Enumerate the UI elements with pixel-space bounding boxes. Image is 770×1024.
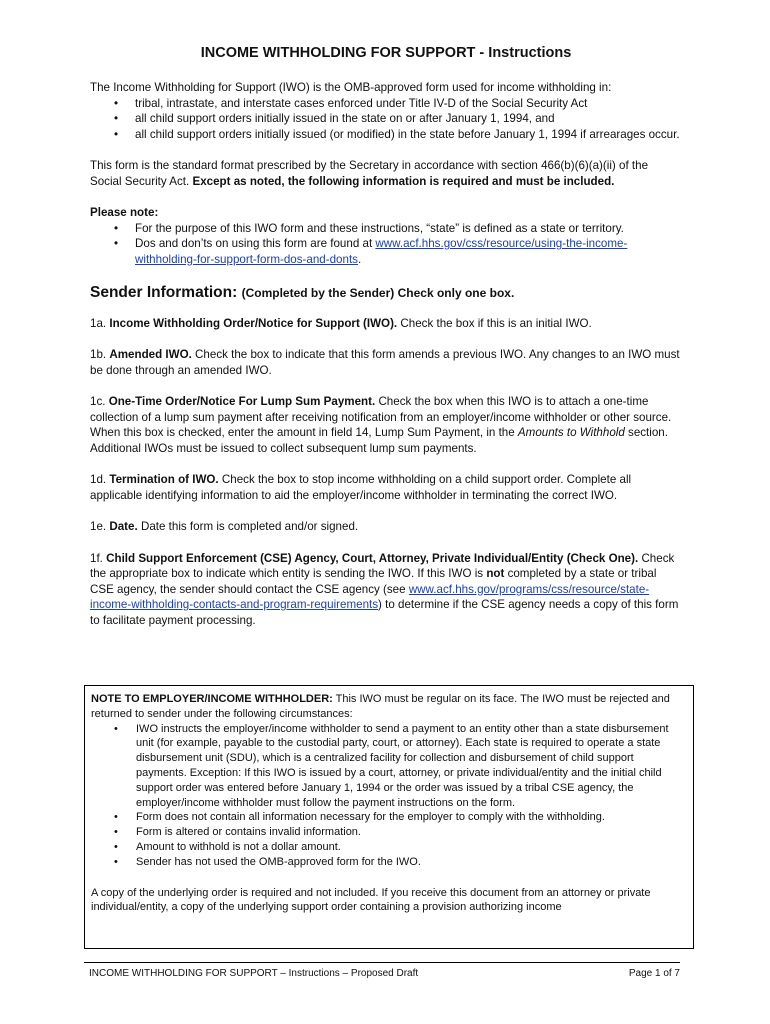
item-label: Termination of IWO. [109,473,219,486]
item-1b [90,347,682,378]
item-label: Income Withholding Order/Notice for Support (IWO). [109,316,398,330]
list-item: • Form does not contain all information necessary for the employer to comply with the withholding. [136,810,687,825]
item-bold: not [486,567,505,580]
sender-subtitle: (Completed by the Sender) Check only one box. [241,286,515,300]
item-1e [90,519,682,535]
note-lead-text: This IWO must be regular on its face. The IWO must be rejected and returned to sender under the following circumstances: [91,693,670,720]
page-title: INCOME WITHHOLDING FOR SUPPORT - Instructions [200,45,572,61]
item-1c [90,394,682,456]
item-1d [90,472,682,503]
item-text: Date this form is completed and/or signed. [140,520,359,533]
list-item: • For the purpose of this IWO form and these instructions, “state” is defined as a state or territory. [135,221,682,237]
please-note-list [90,221,682,268]
item-1f [90,551,682,629]
intro-lead: The Income Withholding for Support (IWO) is the OMB-approved form used for income withholding in: [90,81,612,94]
item-label: One-Time Order/Notice For Lump Sum Payment. [108,395,376,408]
note-bullet-list [91,722,687,870]
item-text: ) to determine if the CSE agency needs a copy of this form to facilitate payment processing. [90,598,679,627]
note-lead [91,692,687,722]
dos-donts-text: Dos and don’ts on using this form are found at [135,237,376,250]
note-heading: NOTE TO EMPLOYER/INCOME WITHHOLDER: [91,693,333,705]
intro-bullet-list [90,96,682,143]
item-text: Check the appropriate box to indicate which entity is sending the IWO. If this IWO is [90,551,675,580]
item-text: Check the box if this is an initial IWO. [400,316,592,330]
list-item: • all child support orders initially issued (or modified) in the state before January 1, 1994 if arrearages occur. [135,127,682,143]
item-text: section. Additional IWOs must be issued to collect subsequent lump sum payments. [90,426,668,455]
list-item: • Sender has not used the OMB-approved form for the IWO. [136,855,687,870]
list-item: • tribal, intrastate, and interstate cases enforced under Title IV-D of the Social Security Act [135,96,682,112]
list-item: • all child support orders initially issued in the state on or after January 1, 1994, and [135,111,682,127]
dos-donts-link[interactable]: www.acf.hhs.gov/css/resource/using-the-income-withholding-for-support-form-dos-and-donts [135,237,628,266]
standard-format-paragraph [90,158,682,189]
item-label: Date. [109,520,138,533]
item-label: Amended IWO. [109,348,192,361]
item-text: Check the box to indicate that this form amends a previous IWO. Any changes to an IWO must be done through an amended IWO. [90,348,680,377]
item-label: Child Support Enforcement (CSE) Agency, Court, Attorney, Private Individual/Entity (Check One). [106,551,639,565]
item-number: 1a. [90,316,107,330]
item-number: 1f. [90,551,103,565]
item-number: 1c. [90,395,106,408]
item-1a [90,316,682,332]
page-footer [89,966,680,982]
cse-contacts-link[interactable]: www.acf.hhs.gov/programs/css/resource/state-income-withholding-contacts-and-program-requirements [90,582,650,611]
copy-underlying-order-text: A copy of the underlying order is required and not included. If you receive this document from an attorney or private individual/entity, a copy of the underlying support order containing a provision authorizing income [91,886,651,914]
document-page [90,44,682,628]
note-to-employer-box [84,685,694,949]
item-text: Check the box to stop income withholding on a child support order. Complete all applicable identifying information to aid the employer/income withholder in terminating the correct IWO. [90,473,632,502]
item-number: 1d. [90,473,107,486]
footer-title: INCOME WITHHOLDING FOR SUPPORT – Instructions – Proposed Draft [89,968,419,979]
standard-bold-text: Except as noted, the following information is required and must be included. [192,174,615,188]
item-italic: Amounts to Withhold [517,426,625,439]
item-text: Check the box when this IWO is to attach a one-time collection of a lump sum payment after receiving notification from an employer/income withholder or other source. When this box is checked, enter the amount in field 14, Lump Sum Payment, in the [90,395,672,439]
please-note-heading: Please note: [90,206,159,219]
sender-heading [90,285,682,302]
list-item [135,236,682,267]
list-item: • Form is altered or contains invalid information. [136,825,687,840]
page-number: Page 1 of 7 [628,968,680,979]
standard-text: This form is the standard format prescribed by the Secretary in accordance with section 466(b)(6)(a)(ii) of the Social Security Act. [90,159,649,188]
footer-divider [84,962,680,963]
item-number: 1e. [90,520,107,533]
item-number: 1b. [90,348,107,361]
item-text: completed by a state or tribal CSE agency, the sender should contact the CSE agency (see [90,567,657,596]
list-item: • IWO instructs the employer/income withholder to send a payment to an entity other than a state disbursement unit (for example, payable to the custodial party, court, or attorney). Each state is required to operate a state disbursement unit (SDU), which is a centralized facility for collection and disbursement of child support payments. Exception: If this IWO is issued by a court, attorney, or private individual/entity and the initial child support order was entered before January 1, 1994 or the order was issued by a tribal CSE agency, the employer/income withholder must follow the payment instructions on the form. [136,722,687,811]
dos-donts-end: . [357,252,362,266]
list-item: • Amount to withhold is not a dollar amount. [136,840,687,855]
sender-title: Sender Information: [90,284,238,301]
